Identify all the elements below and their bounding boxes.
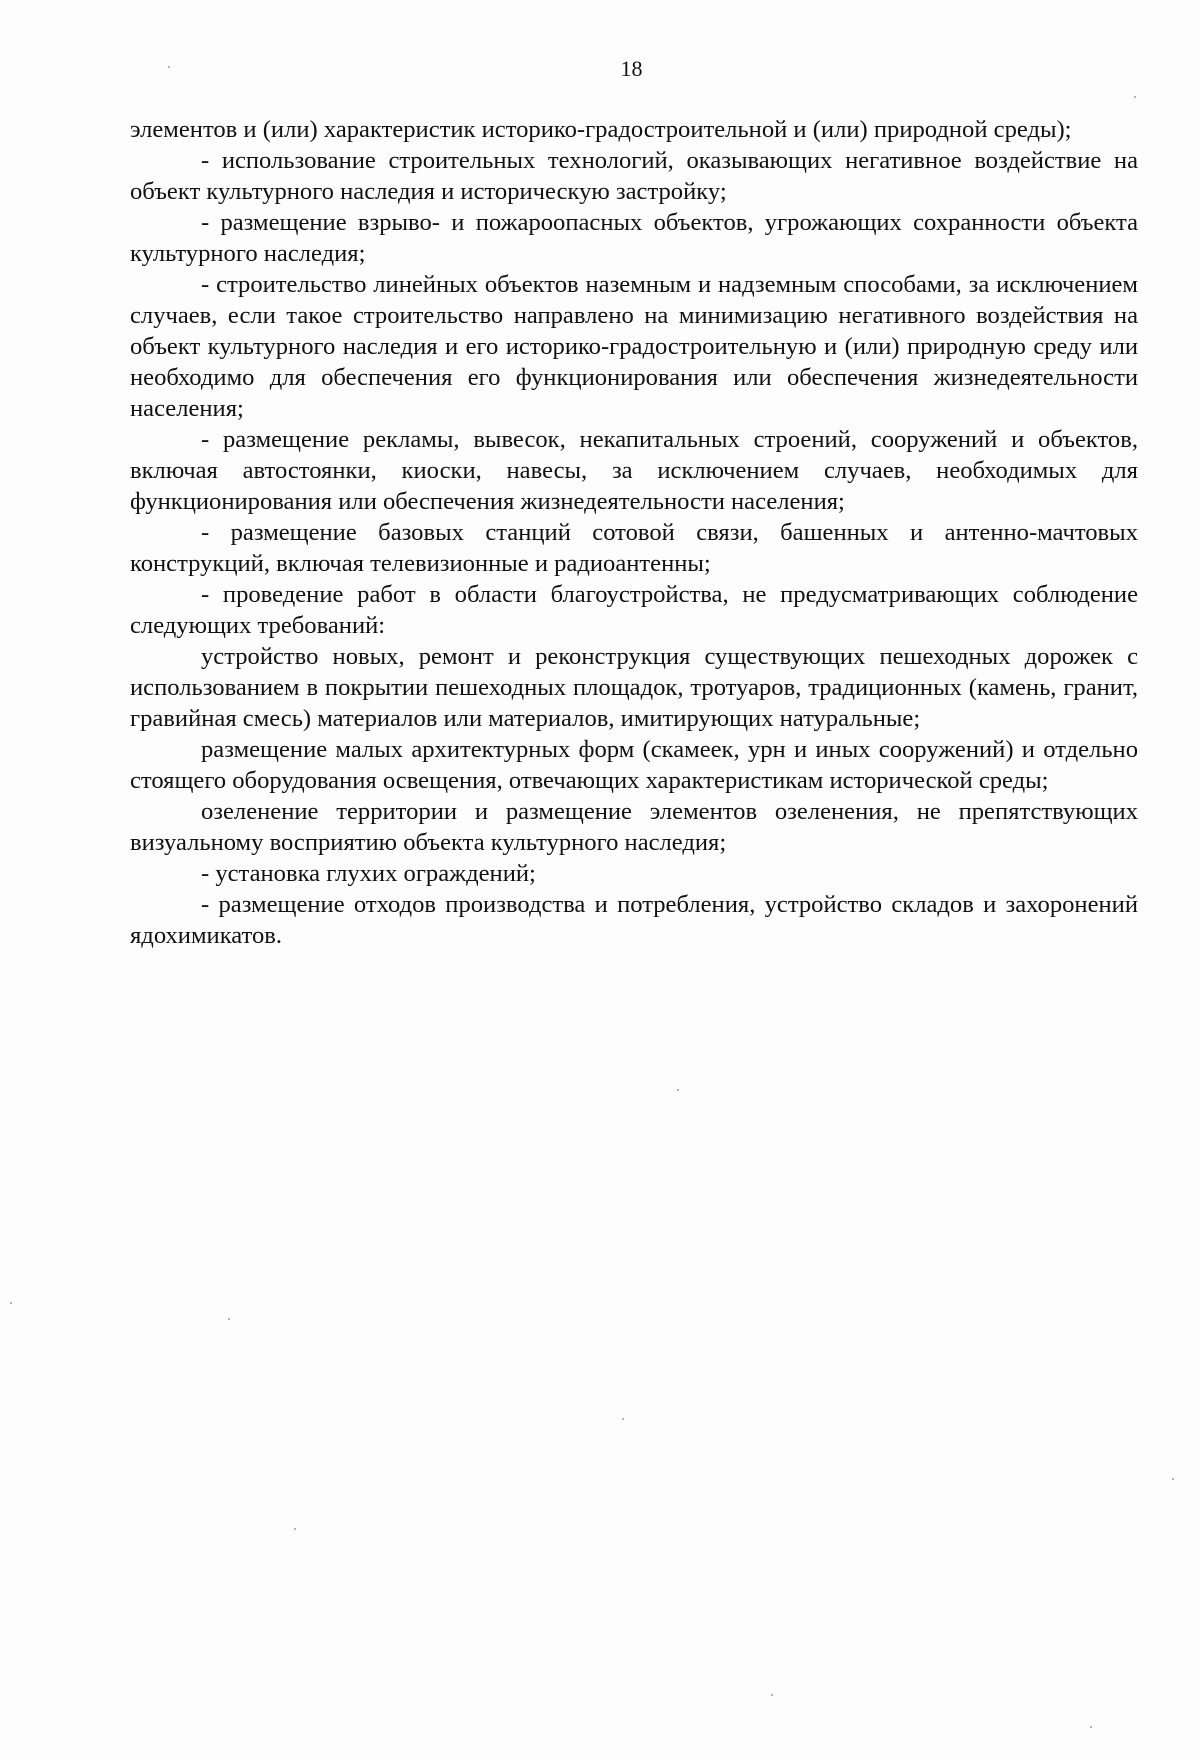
scan-speck: [168, 66, 170, 68]
scan-speck: [1134, 96, 1136, 98]
list-item-landscaping-works: - проведение работ в области благоустройства, не предусматривающих соблюдение следующих требований:: [130, 581, 1138, 639]
list-item-waste: - размещение отходов производства и потребления, устройство складов и захоронений ядохимикатов.: [130, 891, 1138, 949]
paragraph-continuation: элементов и (или) характеристик историко-градостроительной и (или) природной среды);: [130, 116, 1072, 143]
sub-item-footpaths: устройство новых, ремонт и реконструкция существующих пешеходных дорожек с использованием в покрытии пешеходных площадок, тротуаров, традиционных (камень, гранит, гравийная смесь) материалов или материалов, имитирующих натуральные;: [130, 643, 1138, 732]
scan-speck: [677, 1089, 679, 1091]
list-item-cell-stations: - размещение базовых станций сотовой связи, башенных и антенно-мачтовых конструкций, включая телевизионные и радиоантенны;: [130, 519, 1138, 577]
sub-item-small-forms: размещение малых архитектурных форм (скамеек, урн и иных сооружений) и отдельно стоящего оборудования освещения, отвечающих характеристикам исторической среды;: [130, 736, 1138, 794]
list-item-hazardous-objects: - размещение взрыво- и пожароопасных объектов, угрожающих сохранности объекта культурного наследия;: [130, 209, 1138, 267]
scan-speck: [228, 1318, 230, 1320]
list-item-advertising: - размещение рекламы, вывесок, некапитальных строений, сооружений и объектов, включая автостоянки, киоски, навесы, за исключением случаев, необходимых для функционирования или обеспечения жизнедеятельности населения;: [130, 426, 1138, 515]
scan-speck: [1172, 1478, 1174, 1480]
scan-speck: [10, 1302, 12, 1304]
list-item-construction-technologies: - использование строительных технологий, оказывающих негативное воздействие на объект культурного наследия и историческую застройку;: [130, 147, 1138, 205]
sub-item-greening: озеленение территории и размещение элементов озеленения, не препятствующих визуальному восприятию объекта культурного наследия;: [130, 798, 1138, 856]
scan-speck: [771, 1694, 773, 1696]
scan-speck: [622, 1418, 624, 1420]
scan-speck: [294, 1528, 296, 1530]
body-text: [130, 114, 1138, 951]
page-number: 18: [620, 56, 643, 81]
scan-speck: [1090, 1726, 1092, 1728]
list-item-fences: - установка глухих ограждений;: [201, 860, 536, 887]
list-item-linear-objects: - строительство линейных объектов наземным и надземным способами, за исключением случаев, если такое строительство направлено на минимизацию негативного воздействия на объект культурного наследия и его историко-градостроительную и (или) природную среду или необходимо для обеспечения его функционирования или обеспечения жизнедеятельности населения;: [130, 271, 1138, 422]
